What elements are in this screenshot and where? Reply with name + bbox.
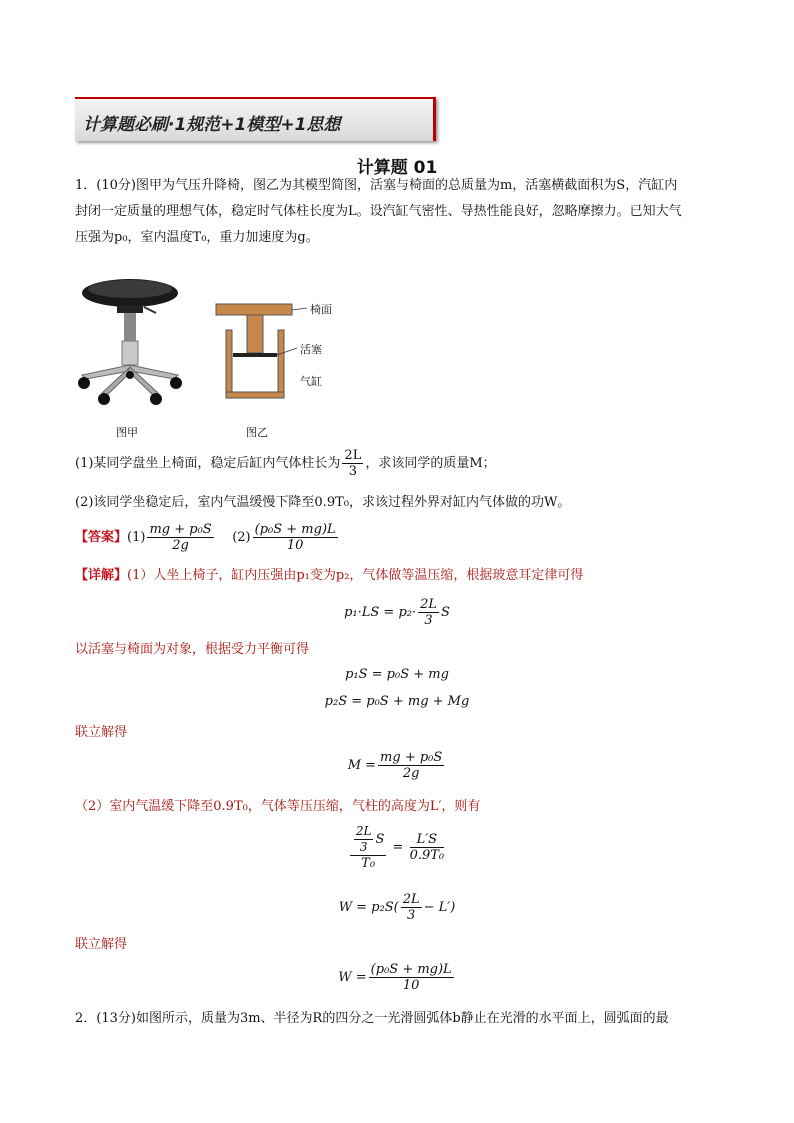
frac-num: (p₀S + mg)L — [254, 522, 336, 537]
answer-line — [75, 522, 725, 553]
eq1-fraction — [418, 597, 439, 628]
equation-mass — [0, 750, 794, 781]
eq5-s: S — [375, 832, 385, 847]
equation-work-result — [0, 962, 794, 993]
equation-work — [0, 892, 794, 923]
eq5-equals: = — [392, 840, 404, 855]
frac-num: mg + p₀S — [149, 522, 212, 537]
q1-sub1-post: ，求该同学的质量M； — [365, 456, 496, 471]
detail1-text: (1）人坐上椅子，缸内压强由p₁变为p₂，气体做等温压缩，根据玻意耳定律可得 — [127, 568, 584, 583]
label-seat: 椅面 — [310, 303, 332, 316]
eq4-fraction — [378, 750, 444, 781]
detail-line3: 联立解得 — [75, 725, 128, 740]
label-piston: 活塞 — [300, 343, 322, 356]
eq7-left: W = — [338, 970, 367, 985]
equation-isobaric — [0, 824, 794, 871]
eq5-left-fraction — [350, 824, 387, 871]
frac-den: 2g — [172, 538, 189, 553]
frac-num: L′S — [410, 832, 445, 848]
frac-num: 2L — [355, 824, 372, 838]
frac-den: 3 — [407, 908, 416, 923]
q1-sub2: (2)该同学坐稳定后，室内气温缓慢下降至0.9T₀，求该过程外界对缸内气体做的功W。 — [75, 495, 571, 510]
label-cylinder: 气缸 — [300, 375, 322, 388]
detail-line5: 联立解得 — [75, 937, 128, 952]
frac-den: 10 — [286, 538, 304, 553]
eq6-right: − L′) — [423, 900, 456, 915]
frac-num: 2L — [402, 892, 420, 907]
eq5-left-den: T₀ — [361, 856, 376, 871]
eq6-fraction — [401, 892, 422, 923]
q1-stem-line3: 压强为p₀，室内温度T₀，重力加速度为g。 — [75, 230, 319, 245]
frac-den: 10 — [402, 978, 420, 993]
eq5-left-num — [350, 824, 387, 856]
frac-den: 0.9T₀ — [409, 848, 445, 863]
q2-stem-line1: 2．(13分)如图所示，质量为3m、半径为R的四分之一光滑圆弧体b静止在光滑的水平面上，圆弧面的最 — [75, 1011, 669, 1026]
detail-line4: （2）室内气温缓下降至0.9T₀，气体等压压缩，气柱的高度为L′，则有 — [75, 799, 481, 814]
q1-stem — [75, 173, 725, 251]
eq1-right: S — [441, 605, 450, 620]
answer2-label: (2) — [232, 530, 251, 545]
eq5-right-fraction — [410, 832, 445, 863]
detail-tag: 【详解】 — [75, 568, 128, 583]
answer1-fraction — [147, 522, 213, 553]
q1-sub1-fraction — [342, 448, 363, 479]
q1-sub1-pre: (1)某同学盘坐上椅面，稳定后缸内气体柱长为 — [75, 456, 341, 471]
page-title: 计算题 01 — [356, 158, 438, 178]
frac-num: mg + p₀S — [380, 750, 443, 765]
frac-num: 2L — [344, 448, 362, 463]
frac-den: 3 — [424, 613, 433, 628]
answer1-label: (1) — [127, 530, 146, 545]
figure-b-caption: 图乙 — [246, 426, 268, 439]
q1-stem-line1: 1．(10分)图甲为气压升降椅，图乙为其模型简图，活塞与椅面的总质量为m，活塞横截面积为S，汽缸内 — [75, 178, 678, 193]
eq4-left: M = — [347, 758, 377, 773]
answer2-fraction — [253, 522, 338, 553]
q1-sub1 — [75, 448, 725, 479]
detail-line2: 以活塞与椅面为对象，根据受力平衡可得 — [75, 642, 310, 657]
figure-a-caption: 图甲 — [116, 426, 138, 439]
frac-den: 2g — [402, 766, 420, 781]
equation-boyle — [0, 597, 794, 628]
frac-num: (p₀S + mg)L — [370, 962, 452, 977]
eq7-fraction — [369, 962, 454, 993]
figure-stool-image — [72, 275, 187, 415]
answer-tag: 【答案】 — [75, 530, 128, 545]
frac-den: 3 — [359, 840, 368, 854]
frac-den: 3 — [348, 464, 358, 479]
eq1-left: p₁·LS = p₂· — [344, 605, 417, 620]
banner-text: 计算题必刷·1规范+1模型+1思想 — [83, 115, 341, 135]
frac-num: 2L — [420, 597, 438, 612]
equation-balance2: p₂S = p₀S + mg + Mg — [324, 694, 470, 709]
section-banner — [75, 97, 436, 141]
equation-balance1: p₁S = p₀S + mg — [345, 667, 449, 682]
detail-line1 — [75, 563, 725, 589]
q1-stem-line2: 封闭一定质量的理想气体，稳定时气体柱长度为L。设汽缸气密性、导热性能良好，忽略摩擦力。已知大气 — [75, 204, 682, 219]
eq6-left: W = p₂S( — [338, 900, 399, 915]
